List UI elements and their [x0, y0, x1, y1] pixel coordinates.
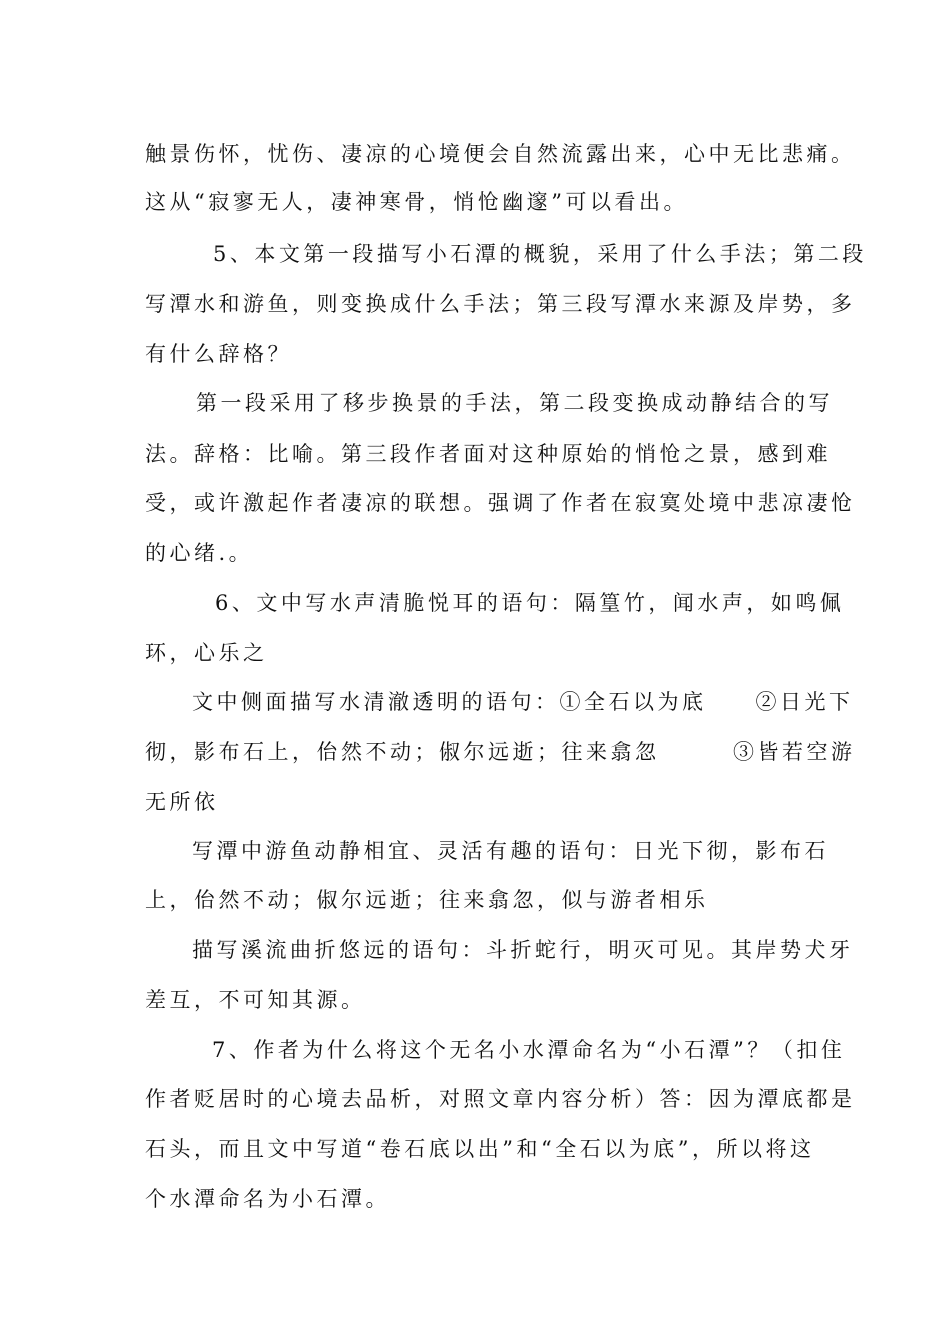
question-7-line: 7、作者为什么将这个无名小水潭命名为“小石潭”？（扣住 — [212, 1038, 846, 1062]
text-line: 作者贬居时的心境去品析，对照文章内容分析）答：因为潭底都是 — [145, 1087, 856, 1111]
answer-5-line: 第一段采用了移步换景的手法，第二段变换成动静结合的写 — [196, 391, 833, 415]
text-line: 文中侧面描写水清澈透明的语句：①全石以为底 ②日光下 — [192, 690, 854, 714]
text-line: 描写溪流曲折悠远的语句：斗折蛇行，明灭可见。其岸势犬牙 — [192, 938, 854, 962]
text-line: 的心绪.。 — [145, 541, 254, 565]
text-line: 彻，影布石上，佁然不动；俶尔远逝；往来翕忽 ③皆若空游 — [145, 740, 856, 764]
text-line: 这从“寂寥无人，凄神寒骨，悄怆幽邃”可以看出。 — [145, 190, 688, 214]
text-line: 石头，而且文中写道“卷石底以出”和“全石以为底”，所以将这 — [145, 1137, 815, 1161]
question-6-line: 6、文中写水声清脆悦耳的语句：隔篁竹，闻水声，如鸣佩 — [215, 591, 845, 615]
text-line: 写潭水和游鱼，则变换成什么手法；第三段写潭水来源及岸势，多 — [145, 292, 856, 316]
text-line: 受，或许激起作者凄凉的联想。强调了作者在寂寞处境中悲凉凄怆 — [145, 491, 856, 515]
text-line: 有什么辞格？ — [145, 342, 292, 366]
text-line: 写潭中游鱼动静相宜、灵活有趣的语句：日光下彻，影布石 — [192, 839, 829, 863]
text-line: 个水潭命名为小石潭。 — [145, 1187, 390, 1211]
text-line: 法。辞格：比喻。第三段作者面对这种原始的悄怆之景，感到难 — [145, 442, 831, 466]
text-line: 差互，不可知其源。 — [145, 988, 366, 1012]
text-line: 触景伤怀，忧伤、凄凉的心境便会自然流露出来，心中无比悲痛。 — [145, 142, 856, 166]
text-line: 环，心乐之 — [145, 641, 268, 665]
text-line: 上，佁然不动；俶尔远逝；往来翕忽，似与游者相乐 — [145, 888, 709, 912]
question-5-line: 5、本文第一段描写小石潭的概貌，采用了什么手法；第二段 — [213, 242, 867, 266]
text-line: 无所依 — [145, 790, 219, 814]
